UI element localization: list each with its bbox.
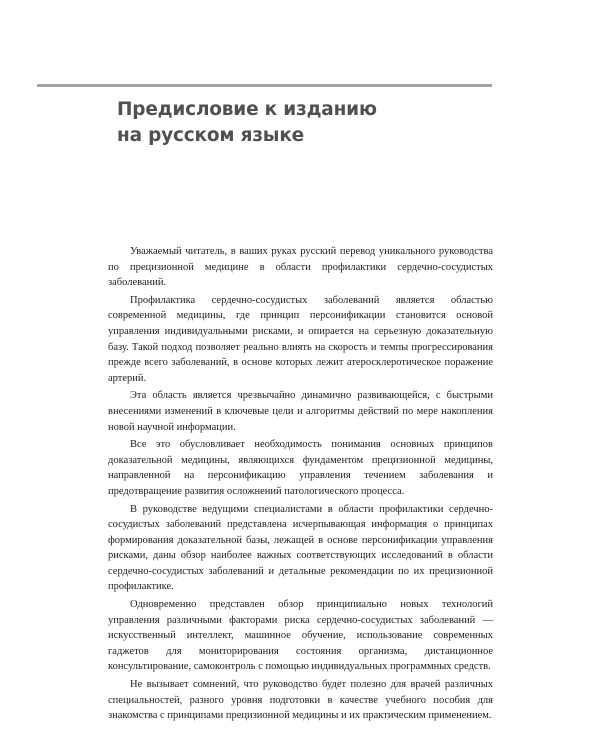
page-title: [117, 97, 377, 149]
paragraph-1: Уважаемый читатель, в ваших руках русский перевод уникального руководства по прецизионной медицине в области профилактики сердечно-сосудистых заболеваний.: [108, 246, 493, 289]
top-rule-divider: [37, 84, 492, 87]
title-line-2: на русском языке: [117, 125, 305, 146]
paragraph-4: Все это обусловливает необходимость понимания основных принципов доказательной медицины, являющихся фундаментом прецизионной медицины, направленной на персонификацию управления течением заболевания и предотвращение развития осложнений патологического процесса.: [108, 439, 493, 497]
paragraph-5: В руководстве ведущими специалистами в области профилактики сердечно-сосудистых заболеваний представлена исчерпывающая информация о принципах формирования доказательной базы, лежащей в основе персонификации управления рисками, даны обзор наиболее важных соответствующих исследований в области сердечно-сосудистых заболеваний и детальные рекомендации по их прецизионной профилактике.: [108, 503, 493, 593]
paragraph-3: Эта область является чрезвычайно динамично развивающейся, с быстрыми внесениями изменений в ключевые цели и алгоритмы действий по мере накопления новой научной информации.: [108, 390, 493, 433]
paragraph-2: Профилактика сердечно-сосудистых заболеваний является областью современной медицины, где принцип персонификации становится основой управления индивидуальными рисками, и опирается на серьезную доказательную базу. Такой подход позволяет реально влиять на скорость и темпы прогрессирования прежде всего заболеваний, в основе которых лежит атеросклеротическое поражение артерий.: [108, 294, 493, 384]
title-line-1: Предисловие к изданию: [117, 99, 377, 120]
body-text: [108, 244, 493, 726]
paragraph-6: Одновременно представлен обзор принципиально новых технологий управления различными факторами риска сердечно-сосудистых заболеваний — искусственный интеллект, машинное обучение, использование современных гаджетов для мониторирования состояния организма, дистанционное консультирование, самоконтроль с помощью индивидуальных программных средств.: [108, 599, 493, 673]
paragraph-7: Не вызывает сомнений, что руководство будет полезно для врачей различных специальностей, разного уровня подготовки в качестве учебного пособия для знакомства с принципами прецизионной медицины и их практическим применением.: [108, 679, 493, 722]
